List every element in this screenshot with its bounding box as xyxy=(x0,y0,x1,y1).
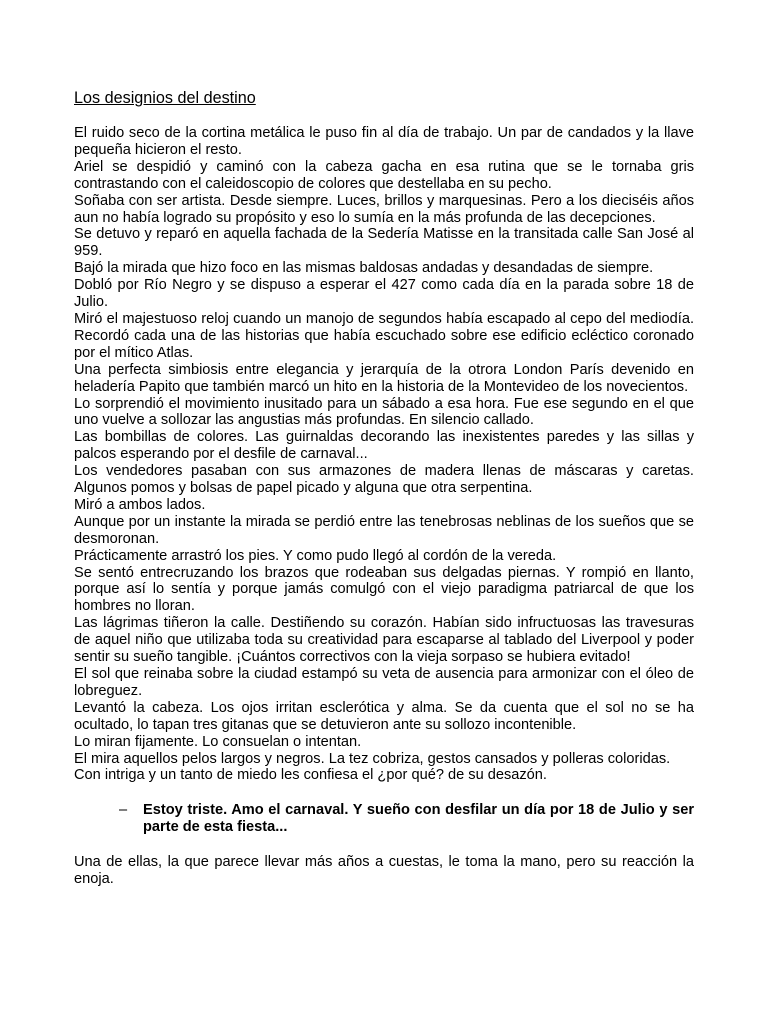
paragraph: Ariel se despidió y caminó con la cabeza gacha en esa rutina que se le tornaba gris contrastando con el caleidoscopio de colores que destellaba en su pecho. xyxy=(74,158,694,192)
closing-paragraph: Una de ellas, la que parece llevar más años a cuestas, le toma la mano, pero su reacción la enoja. xyxy=(74,854,694,888)
paragraph: Lo miran fijamente. Lo consuelan o intentan. xyxy=(74,733,362,750)
dialog-text: Estoy triste. Amo el carnaval. Y sueño con desfilar un día por 18 de Julio y ser parte de esta fiesta... xyxy=(143,802,694,836)
paragraph: Se detuvo y reparó en aquella fachada de la Sedería Matisse en la transitada calle San José al 959. xyxy=(74,226,694,260)
paragraph: Soñaba con ser artista. Desde siempre. Luces, brillos y marquesinas. Pero a los dieciséis años aun no había logrado su propósito y eso lo sumía en la más profunda de las decepciones. xyxy=(74,192,694,226)
paragraph: Dobló por Río Negro y se dispuso a esperar el 427 como cada día en la parada sobre 18 de Julio. xyxy=(74,277,694,311)
paragraph: Aunque por un instante la mirada se perdió entre las tenebrosas neblinas de los sueños que se desmoronan. xyxy=(74,513,694,547)
paragraph: Los vendedores pasaban con sus armazones de madera llenas de máscaras y caretas. Algunos pomos y bolsas de papel picado y alguna que otra serpentina. xyxy=(74,463,694,497)
paragraph: Se sentó entrecruzando los brazos que rodeaban sus delgadas piernas. Y rompió en llanto, porque así lo sentía y porque jamás comulgó con el viejo paradigma patriarcal de que los hombres no lloran. xyxy=(74,564,694,615)
paragraph: Levantó la cabeza. Los ojos irritan esclerótica y alma. Se da cuenta que el sol no se ha ocultado, lo tapan tres gitanas que se detuvieron ante su sollozo incontenible. xyxy=(74,699,694,733)
paragraph: El mira aquellos pelos largos y negros. La tez cobriza, gestos cansados y polleras coloridas. xyxy=(74,750,671,767)
paragraph: Miró el majestuoso reloj cuando un manojo de segundos había escapado al cepo del mediodía. Recordó cada una de las historias que había escuchado sobre ese edificio ecléctico coronado por el mítico Atlas. xyxy=(74,310,694,361)
paragraph: Prácticamente arrastró los pies. Y como pudo llegó al cordón de la vereda. xyxy=(74,547,557,564)
paragraph: El sol que reinaba sobre la ciudad estampó su veta de ausencia para armonizar con el óleo de lobreguez. xyxy=(74,666,694,699)
document-page xyxy=(74,88,694,888)
dialog-dash: – xyxy=(119,802,128,819)
paragraph: Las lágrimas tiñeron la calle. Destiñendo su corazón. Habían sido infructuosas las travesuras de aquel niño que utilizaba toda su creatividad para escaparse al tablado del Liverpool y poder sentir su sueño tangible. ¡Cuántos correctivos con la vieja sorpaso se hubiera evitado! xyxy=(74,615,694,666)
story-body xyxy=(74,125,694,784)
document-title: Los designios del destino xyxy=(74,89,256,107)
paragraph: El ruido seco de la cortina metálica le puso fin al día de trabajo. Un par de candados y la llave pequeña hicieron el resto. xyxy=(74,125,694,158)
dialog-line xyxy=(74,802,694,836)
paragraph: Lo sorprendió el movimiento inusitado para un sábado a esa hora. Fue ese segundo en el que uno vuelve a sollozar las angustias más profundas. En silencio callado. xyxy=(74,395,694,429)
paragraph: Bajó la mirada que hizo foco en las mismas baldosas andadas y desandadas de siempre. xyxy=(74,260,654,277)
paragraph: Las bombillas de colores. Las guirnaldas decorando las inexistentes paredes y las sillas y palcos esperando por el desfile de carnaval... xyxy=(74,429,694,463)
paragraph: Con intriga y un tanto de miedo les confiesa el ¿por qué? de su desazón. xyxy=(74,767,547,784)
paragraph: Una perfecta simbiosis entre elegancia y jerarquía de la otrora London París devenido en heladería Papito que también marcó un hito en la historia de la Montevideo de los novecientos. xyxy=(74,361,694,395)
paragraph: Miró a ambos lados. xyxy=(74,496,206,513)
